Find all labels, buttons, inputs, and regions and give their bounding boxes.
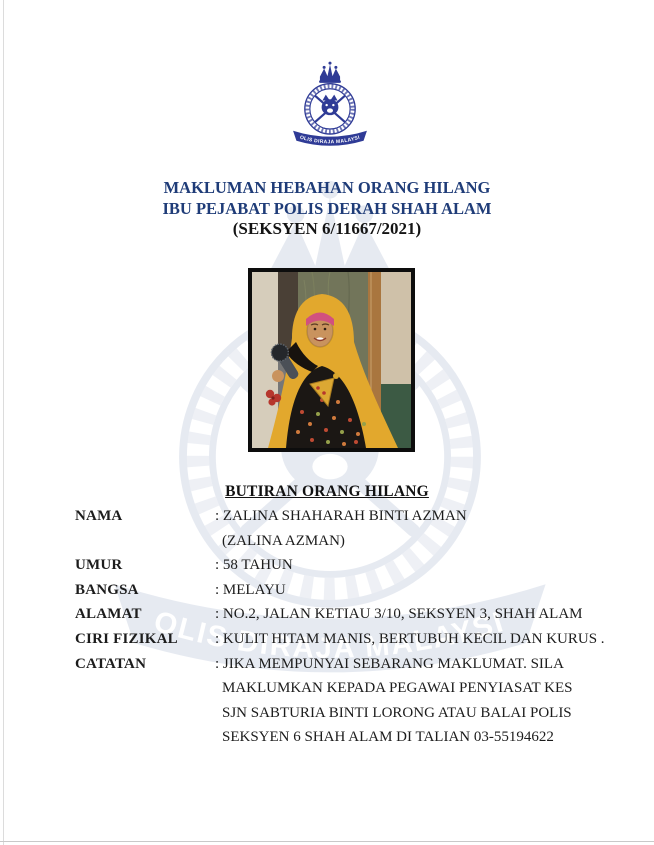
detail-value: : ZALINA SHAHARAH BINTI AZMAN [215, 508, 467, 524]
detail-value: : 58 TAHUN [215, 557, 293, 574]
detail-value: : JIKA MEMPUNYAI SEBARANG MAKLUMAT. SILA [215, 655, 564, 672]
detail-line [0, 554, 654, 579]
detail-line [0, 579, 654, 604]
detail-value: SEKSYEN 6 SHAH ALAM DI TALIAN 03-55194622 [222, 729, 554, 746]
detail-value: : KULIT HITAM MANIS, BERTUBUH KECIL DAN KURUS . [215, 630, 605, 647]
detail-line [0, 603, 654, 628]
details-rows [0, 505, 654, 751]
detail-line [0, 677, 654, 702]
detail-label: ALAMAT [75, 606, 142, 623]
detail-line [0, 702, 654, 727]
detail-label: UMUR [75, 557, 123, 574]
header-line-1: MAKLUMAN HEBAHAN ORANG HILANG [163, 178, 491, 197]
missing-person-photo-frame [248, 268, 415, 452]
detail-line [0, 505, 654, 530]
detail-line [0, 530, 654, 555]
detail-value: : MELAYU [215, 581, 286, 598]
header-line-3: (SEKSYEN 6/11667/2021) [232, 219, 422, 238]
header-line-2: IBU PEJABAT POLIS DERAH SHAH ALAM [162, 198, 492, 218]
detail-value: MAKLUMKAN KEPADA PEGAWAI PENYIASAT KES [222, 680, 573, 697]
details-heading: BUTIRAN ORANG HILANG [225, 483, 429, 500]
detail-value: SJN SABTURIA BINTI LORONG ATAU BALAI POLIS [222, 704, 572, 721]
detail-label: BANGSA [75, 581, 139, 598]
detail-label: CATATAN [75, 655, 147, 672]
detail-line [0, 726, 654, 751]
detail-value: : NO.2, JALAN KETIAU 3/10, SEKSYEN 3, SHAH ALAM [215, 606, 583, 623]
detail-label: CIRI FIZIKAL [75, 630, 178, 647]
pdrm-crest-icon [288, 56, 372, 150]
page-edge-line-bottom [0, 841, 654, 842]
detail-value: (ZALINA AZMAN) [222, 532, 345, 549]
notice-header [0, 178, 654, 240]
detail-line [0, 628, 654, 653]
detail-label: NAMA [75, 508, 123, 524]
detail-line [0, 653, 654, 678]
missing-person-photo [252, 272, 411, 448]
